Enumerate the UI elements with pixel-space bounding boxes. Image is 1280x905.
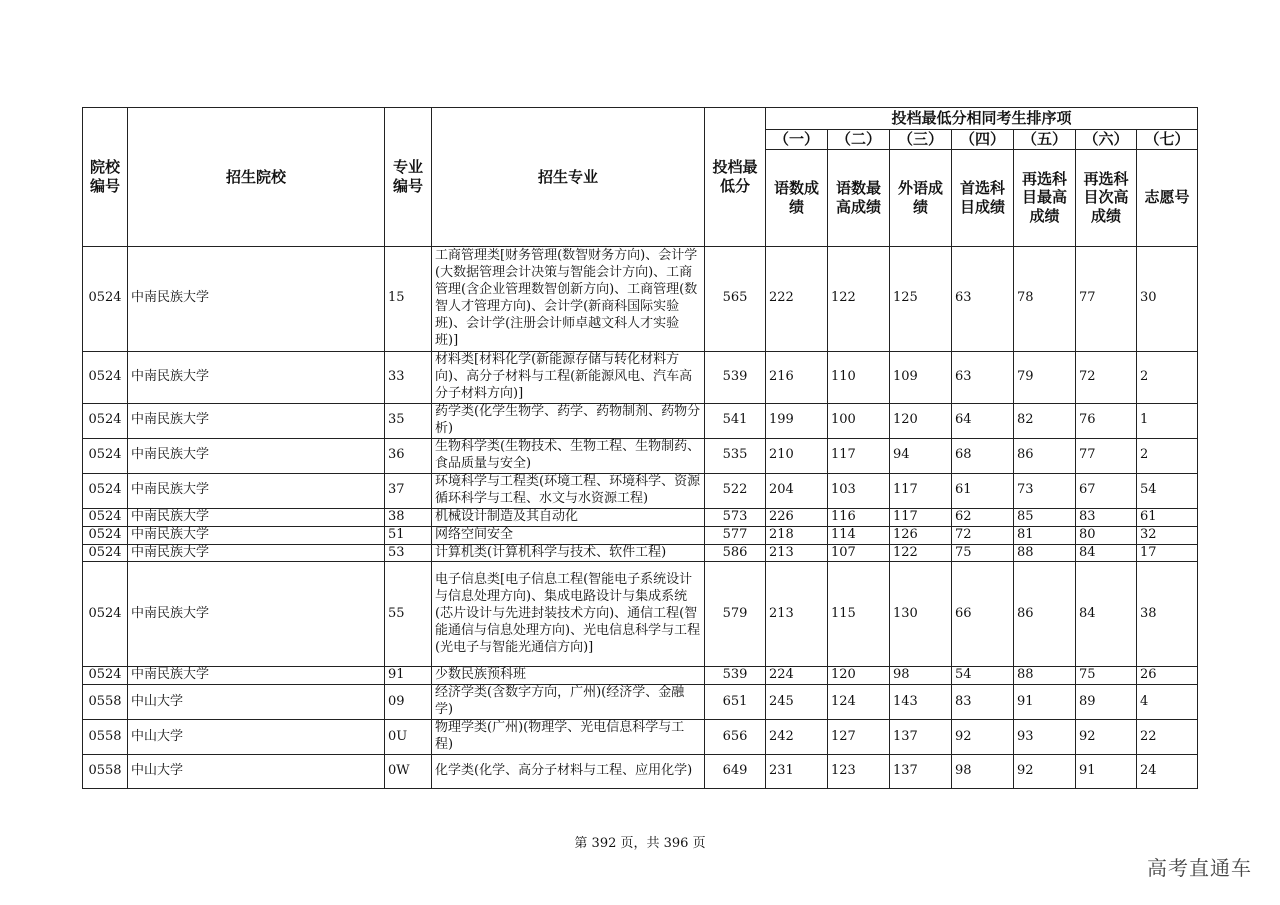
score-3-cell: 98 bbox=[890, 667, 952, 685]
school-code-cell: 0558 bbox=[83, 685, 128, 720]
score-6-cell: 75 bbox=[1076, 667, 1137, 685]
score-6-cell: 84 bbox=[1076, 544, 1137, 562]
school-code-cell: 0524 bbox=[83, 438, 128, 473]
score-4-cell: 54 bbox=[952, 667, 1014, 685]
school-code-cell: 0524 bbox=[83, 508, 128, 526]
score-4-cell: 98 bbox=[952, 754, 1014, 788]
min-score-cell: 522 bbox=[705, 473, 766, 508]
school-code-cell: 0524 bbox=[83, 667, 128, 685]
school-code-cell: 0558 bbox=[83, 754, 128, 788]
major-code-cell: 55 bbox=[385, 562, 432, 667]
score-1-cell: 204 bbox=[766, 473, 828, 508]
score-4-cell: 75 bbox=[952, 544, 1014, 562]
school-name-cell: 中南民族大学 bbox=[128, 473, 385, 508]
score-5-cell: 78 bbox=[1014, 246, 1076, 351]
score-4-cell: 72 bbox=[952, 526, 1014, 544]
school-name-cell: 中山大学 bbox=[128, 754, 385, 788]
score-5-cell: 86 bbox=[1014, 562, 1076, 667]
school-code-cell: 0524 bbox=[83, 544, 128, 562]
score-1-cell: 245 bbox=[766, 685, 828, 720]
major-name-cell: 化学类(化学、高分子材料与工程、应用化学) bbox=[432, 754, 705, 788]
major-name-cell: 物理学类(广州)(物理学、光电信息科学与工程) bbox=[432, 720, 705, 755]
score-1-cell: 222 bbox=[766, 246, 828, 351]
score-3-cell: 117 bbox=[890, 508, 952, 526]
score-5-cell: 91 bbox=[1014, 685, 1076, 720]
score-7-cell: 24 bbox=[1137, 754, 1198, 788]
score-5-cell: 92 bbox=[1014, 754, 1076, 788]
page-footer: 第 392 页，共 396 页 bbox=[574, 836, 706, 851]
min-score-cell: 565 bbox=[705, 246, 766, 351]
score-1-cell: 231 bbox=[766, 754, 828, 788]
school-name-cell: 中南民族大学 bbox=[128, 438, 385, 473]
min-score-cell: 586 bbox=[705, 544, 766, 562]
score-1-cell: 210 bbox=[766, 438, 828, 473]
major-name-cell: 环境科学与工程类(环境工程、环境科学、资源循环科学与工程、水文与水资源工程) bbox=[432, 473, 705, 508]
school-name-cell: 中南民族大学 bbox=[128, 403, 385, 438]
score-7-cell: 2 bbox=[1137, 438, 1198, 473]
school-name-cell: 中南民族大学 bbox=[128, 562, 385, 667]
school-code-cell: 0524 bbox=[83, 473, 128, 508]
score-6-cell: 67 bbox=[1076, 473, 1137, 508]
school-code-cell: 0524 bbox=[83, 562, 128, 667]
header-order-2: （二） bbox=[828, 130, 890, 150]
score-7-cell: 2 bbox=[1137, 351, 1198, 403]
score-6-cell: 84 bbox=[1076, 562, 1137, 667]
school-name-cell: 中南民族大学 bbox=[128, 544, 385, 562]
header-min-score: 投档最低分 bbox=[705, 108, 766, 247]
score-4-cell: 66 bbox=[952, 562, 1014, 667]
score-7-cell: 26 bbox=[1137, 667, 1198, 685]
table-row bbox=[83, 526, 1198, 544]
score-4-cell: 62 bbox=[952, 508, 1014, 526]
table-row bbox=[83, 667, 1198, 685]
school-code-cell: 0524 bbox=[83, 526, 128, 544]
score-5-cell: 81 bbox=[1014, 526, 1076, 544]
header-order-6: （六） bbox=[1076, 130, 1137, 150]
min-score-cell: 541 bbox=[705, 403, 766, 438]
score-7-cell: 38 bbox=[1137, 562, 1198, 667]
score-7-cell: 61 bbox=[1137, 508, 1198, 526]
school-code-cell: 0558 bbox=[83, 720, 128, 755]
major-code-cell: 0U bbox=[385, 720, 432, 755]
score-6-cell: 77 bbox=[1076, 438, 1137, 473]
min-score-cell: 651 bbox=[705, 685, 766, 720]
score-4-cell: 61 bbox=[952, 473, 1014, 508]
major-name-cell: 计算机类(计算机科学与技术、软件工程) bbox=[432, 544, 705, 562]
major-name-cell: 电子信息类[电子信息工程(智能电子系统设计与信息处理方向)、集成电路设计与集成系统(芯片设计与先进封装技术方向)、通信工程(智能通信与信息处理方向)、光电信息科学与工程(光电子与智能光通信方向)] bbox=[432, 562, 705, 667]
min-score-cell: 535 bbox=[705, 438, 766, 473]
score-2-cell: 110 bbox=[828, 351, 890, 403]
score-3-cell: 143 bbox=[890, 685, 952, 720]
score-2-cell: 122 bbox=[828, 246, 890, 351]
score-7-cell: 54 bbox=[1137, 473, 1198, 508]
score-3-cell: 109 bbox=[890, 351, 952, 403]
table-row bbox=[83, 473, 1198, 508]
score-2-cell: 123 bbox=[828, 754, 890, 788]
major-code-cell: 0W bbox=[385, 754, 432, 788]
table-row bbox=[83, 508, 1198, 526]
major-name-cell: 经济学类(含数字方向，广州)(经济学、金融学) bbox=[432, 685, 705, 720]
school-code-cell: 0524 bbox=[83, 351, 128, 403]
header-school-code: 院校编号 bbox=[83, 108, 128, 247]
score-6-cell: 89 bbox=[1076, 685, 1137, 720]
header-criterion-7: 志愿号 bbox=[1137, 149, 1198, 246]
header-criterion-5: 再选科目最高成绩 bbox=[1014, 149, 1076, 246]
school-name-cell: 中南民族大学 bbox=[128, 508, 385, 526]
major-name-cell: 生物科学类(生物技术、生物工程、生物制药、食品质量与安全) bbox=[432, 438, 705, 473]
score-6-cell: 72 bbox=[1076, 351, 1137, 403]
score-4-cell: 63 bbox=[952, 246, 1014, 351]
score-4-cell: 92 bbox=[952, 720, 1014, 755]
header-major-name: 招生专业 bbox=[432, 108, 705, 247]
table-row bbox=[83, 720, 1198, 755]
header-criterion-2: 语数最高成绩 bbox=[828, 149, 890, 246]
school-name-cell: 中山大学 bbox=[128, 720, 385, 755]
score-7-cell: 4 bbox=[1137, 685, 1198, 720]
score-3-cell: 120 bbox=[890, 403, 952, 438]
score-4-cell: 64 bbox=[952, 403, 1014, 438]
score-3-cell: 122 bbox=[890, 544, 952, 562]
major-code-cell: 53 bbox=[385, 544, 432, 562]
major-name-cell: 网络空间安全 bbox=[432, 526, 705, 544]
major-code-cell: 37 bbox=[385, 473, 432, 508]
score-5-cell: 88 bbox=[1014, 544, 1076, 562]
school-code-cell: 0524 bbox=[83, 403, 128, 438]
score-7-cell: 32 bbox=[1137, 526, 1198, 544]
score-1-cell: 242 bbox=[766, 720, 828, 755]
score-6-cell: 77 bbox=[1076, 246, 1137, 351]
header-criterion-4: 首选科目成绩 bbox=[952, 149, 1014, 246]
score-5-cell: 82 bbox=[1014, 403, 1076, 438]
score-4-cell: 63 bbox=[952, 351, 1014, 403]
min-score-cell: 579 bbox=[705, 562, 766, 667]
major-name-cell: 工商管理类[财务管理(数智财务方向)、会计学(大数据管理会计决策与智能会计方向)、工商管理(含企业管理数智创新方向)、工商管理(数智人才管理方向)、会计学(新商科国际实验班)、会计学(注册会计师卓越文科人才实验班)] bbox=[432, 246, 705, 351]
header-order-3: （三） bbox=[890, 130, 952, 150]
major-code-cell: 36 bbox=[385, 438, 432, 473]
table-row bbox=[83, 351, 1198, 403]
score-2-cell: 127 bbox=[828, 720, 890, 755]
score-4-cell: 68 bbox=[952, 438, 1014, 473]
score-6-cell: 92 bbox=[1076, 720, 1137, 755]
score-7-cell: 1 bbox=[1137, 403, 1198, 438]
score-1-cell: 199 bbox=[766, 403, 828, 438]
major-code-cell: 09 bbox=[385, 685, 432, 720]
major-code-cell: 91 bbox=[385, 667, 432, 685]
major-code-cell: 35 bbox=[385, 403, 432, 438]
table-row bbox=[83, 438, 1198, 473]
table-row bbox=[83, 562, 1198, 667]
score-2-cell: 114 bbox=[828, 526, 890, 544]
score-7-cell: 17 bbox=[1137, 544, 1198, 562]
score-2-cell: 115 bbox=[828, 562, 890, 667]
score-1-cell: 224 bbox=[766, 667, 828, 685]
score-2-cell: 117 bbox=[828, 438, 890, 473]
school-name-cell: 中南民族大学 bbox=[128, 667, 385, 685]
score-2-cell: 116 bbox=[828, 508, 890, 526]
header-order-1: （一） bbox=[766, 130, 828, 150]
major-name-cell: 药学类(化学生物学、药学、药物制剂、药物分析) bbox=[432, 403, 705, 438]
min-score-cell: 649 bbox=[705, 754, 766, 788]
major-name-cell: 材料类[材料化学(新能源存储与转化材料方向)、高分子材料与工程(新能源风电、汽车高分子材料方向)] bbox=[432, 351, 705, 403]
school-name-cell: 中南民族大学 bbox=[128, 526, 385, 544]
min-score-cell: 539 bbox=[705, 667, 766, 685]
admission-table bbox=[82, 107, 1198, 789]
score-5-cell: 93 bbox=[1014, 720, 1076, 755]
score-2-cell: 100 bbox=[828, 403, 890, 438]
school-name-cell: 中南民族大学 bbox=[128, 246, 385, 351]
score-5-cell: 73 bbox=[1014, 473, 1076, 508]
score-7-cell: 22 bbox=[1137, 720, 1198, 755]
header-criterion-6: 再选科目次高成绩 bbox=[1076, 149, 1137, 246]
table-row bbox=[83, 754, 1198, 788]
table-row bbox=[83, 403, 1198, 438]
min-score-cell: 539 bbox=[705, 351, 766, 403]
school-name-cell: 中山大学 bbox=[128, 685, 385, 720]
major-code-cell: 38 bbox=[385, 508, 432, 526]
score-3-cell: 126 bbox=[890, 526, 952, 544]
score-3-cell: 117 bbox=[890, 473, 952, 508]
score-1-cell: 218 bbox=[766, 526, 828, 544]
score-6-cell: 76 bbox=[1076, 403, 1137, 438]
score-1-cell: 226 bbox=[766, 508, 828, 526]
score-6-cell: 91 bbox=[1076, 754, 1137, 788]
score-3-cell: 94 bbox=[890, 438, 952, 473]
score-1-cell: 213 bbox=[766, 544, 828, 562]
min-score-cell: 656 bbox=[705, 720, 766, 755]
header-order-7: （七） bbox=[1137, 130, 1198, 150]
score-2-cell: 124 bbox=[828, 685, 890, 720]
score-1-cell: 216 bbox=[766, 351, 828, 403]
score-2-cell: 120 bbox=[828, 667, 890, 685]
score-3-cell: 137 bbox=[890, 720, 952, 755]
major-code-cell: 51 bbox=[385, 526, 432, 544]
school-code-cell: 0524 bbox=[83, 246, 128, 351]
score-5-cell: 86 bbox=[1014, 438, 1076, 473]
score-6-cell: 83 bbox=[1076, 508, 1137, 526]
header-tiebreak-group: 投档最低分相同考生排序项 bbox=[766, 108, 1198, 130]
score-7-cell: 30 bbox=[1137, 246, 1198, 351]
table-row bbox=[83, 685, 1198, 720]
score-3-cell: 137 bbox=[890, 754, 952, 788]
major-code-cell: 15 bbox=[385, 246, 432, 351]
score-5-cell: 88 bbox=[1014, 667, 1076, 685]
header-major-code: 专业编号 bbox=[385, 108, 432, 247]
major-code-cell: 33 bbox=[385, 351, 432, 403]
table-row bbox=[83, 544, 1198, 562]
major-name-cell: 少数民族预科班 bbox=[432, 667, 705, 685]
min-score-cell: 577 bbox=[705, 526, 766, 544]
header-order-5: （五） bbox=[1014, 130, 1076, 150]
header-criterion-3: 外语成绩 bbox=[890, 149, 952, 246]
score-2-cell: 103 bbox=[828, 473, 890, 508]
school-name-cell: 中南民族大学 bbox=[128, 351, 385, 403]
header-order-4: （四） bbox=[952, 130, 1014, 150]
score-5-cell: 85 bbox=[1014, 508, 1076, 526]
score-2-cell: 107 bbox=[828, 544, 890, 562]
header-criterion-1: 语数成绩 bbox=[766, 149, 828, 246]
header-school-name: 招生院校 bbox=[128, 108, 385, 247]
score-6-cell: 80 bbox=[1076, 526, 1137, 544]
min-score-cell: 573 bbox=[705, 508, 766, 526]
table-row bbox=[83, 246, 1198, 351]
score-1-cell: 213 bbox=[766, 562, 828, 667]
major-name-cell: 机械设计制造及其自动化 bbox=[432, 508, 705, 526]
watermark-logo: 高考直通车 bbox=[1147, 856, 1252, 880]
score-4-cell: 83 bbox=[952, 685, 1014, 720]
score-3-cell: 130 bbox=[890, 562, 952, 667]
score-5-cell: 79 bbox=[1014, 351, 1076, 403]
score-3-cell: 125 bbox=[890, 246, 952, 351]
